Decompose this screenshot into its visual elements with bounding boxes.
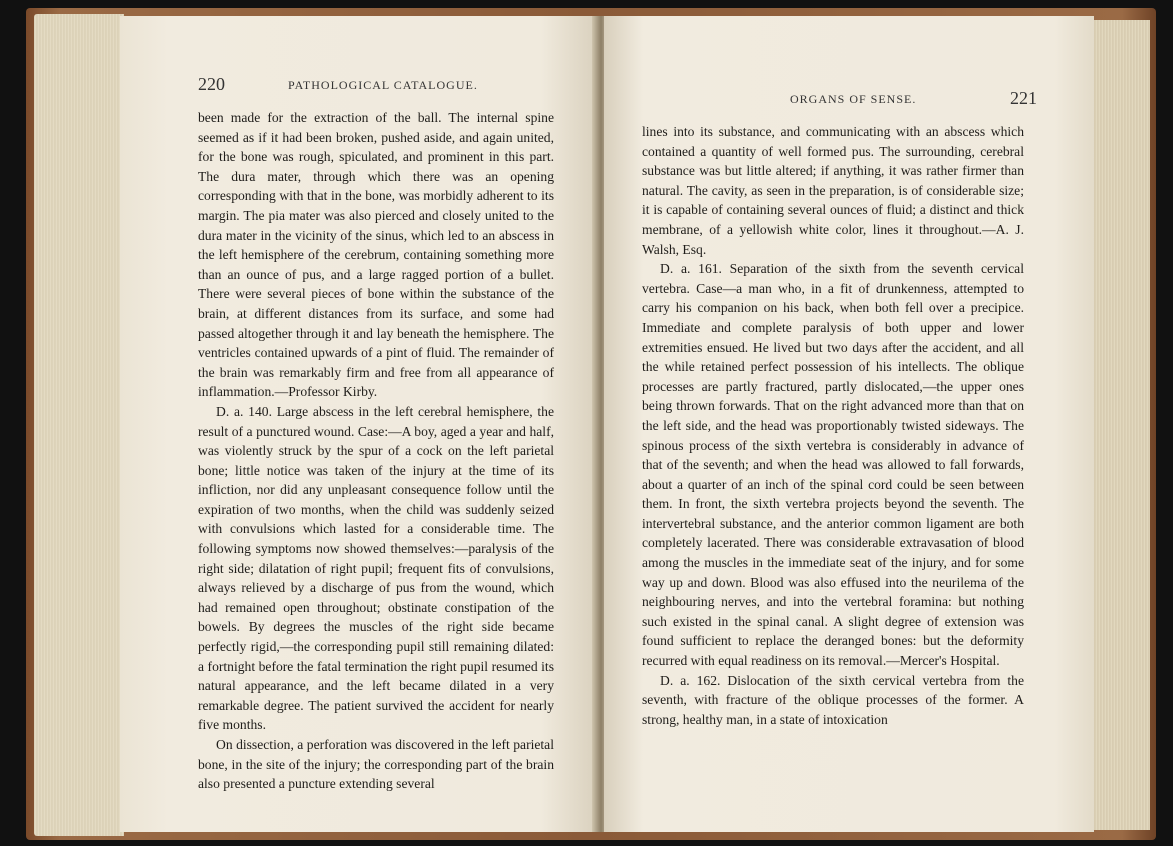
right-running-header: ORGANS OF SENSE. [790,92,917,106]
right-body [642,122,1024,729]
left-running-header: PATHOLOGICAL CATALOGUE. [288,78,478,92]
left-page-number: 220 [198,74,225,94]
left-paragraph-2: D. a. 140. Large abscess in the left cerebral hemisphere, the result of a punctured wound. Case:—A boy, aged a year and half, was violently struck by the spur of a cock on the left parietal bone; little notice was taken of the injury at the time of its infliction, nor did any unpleasant consequence follow until the expiration of two months, when the child was suddenly seized with convulsions which lasted for a considerable time. The following symptoms now showed themselves:—paralysis of the right side; dilatation of right pupil; frequent fits of convulsions, always relieved by a discharge of pus from the wound, which had remained open throughout; obstinate constipation of the bowels. By degrees the muscles of the right side became perfectly rigid,—the corresponding pupil still remaining dilated: a fortnight before the fatal termination the right pupil resumed its natural appearance, and the left became dilated in a very remarkable degree. The patient survived the accident for nearly five months. [198,403,554,733]
left-body [198,108,554,794]
left-paragraph-1: been made for the extraction of the ball. The internal spine seemed as if it had been broken, pushed aside, and again united, for the bone was rough, spiculated, and prominent in this part. The dura mater, through which there was an opening corresponding with that in the bone, was morbidly adherent to its margin. The pia mater was also pierced and closely united to the dura mater in the vicinity of the sinus, which led to an abscess in the left hemisphere of the cerebrum, containing something more than an ounce of pus, and a large ragged portion of a bullet. There were several pieces of bone within the substance of the brain, at different distances from its surface, and some had passed altogether through it and lay beneath the hemisphere. The ventricles contained upwards of a pint of fluid. The remainder of the brain was remarkably firm and free from all appearance of inflammation.—Professor Kirby. [198,110,554,400]
right-page [604,16,1094,832]
right-paragraph-1: lines into its substance, and communicating with an abscess which contained a quantity of well formed pus. The surrounding, cerebral substance was but little altered; if anything, it was rather firmer than natural. The cavity, as seen in the preparation, is of considerable size; it is capable of containing several ounces of fluid; a distinct and thick membrane, of a yellowish white color, lines it throughout.—A. J. Walsh, Esq. [642,124,1024,257]
right-paragraph-2: D. a. 161. Separation of the sixth from the seventh cervical vertebra. Case—a man who, in a fit of drunkenness, attempted to carry his companion on his back, when both fell over a precipice. Immediate and complete paralysis of both upper and lower extremities ensued. He lived but two days after the accident, and all the while retained perfect possession of his intellects. The oblique processes are partly fractured, partly dislocated,—the upper ones being thrown forwards. That on the right advanced more than that on the left side, and the head was proportionably twisted sideways. The spinous process of the sixth vertebra is considerably in advance of that of the seventh; and when the head was allowed to fall forwards, about a quarter of an inch of the spinal cord could be seen between them. In front, the sixth vertebra projects beyond the seventh. The intervertebral substance, and the anterior common ligament are both completely lacerated. There was considerable extravasation of blood among the muscles in the immediate seat of the injury, and for some way up and down. Blood was also effused into the neurilema of the neighbouring nerves, and into the vertebral foramina: but nothing such existed in the spinal canal. A slight degree of extension was found sufficient to replace the deranged bones: but the deformity recurred with equal readiness on its removal.—Mercer's Hospital. [642,261,1024,669]
left-paragraph-3: On dissection, a perforation was discovered in the left parietal bone, in the site of the injury; the corresponding part of the brain also presented a puncture extending several [198,737,554,792]
page-edges-right [1086,20,1150,830]
left-page [120,16,598,832]
right-page-number: 221 [1010,88,1037,108]
page-edges-left [34,14,124,836]
right-paragraph-3: D. a. 162. Dislocation of the sixth cervical vertebra from the seventh, with fracture of the oblique processes of the former. A strong, healthy man, in a state of intoxication [642,672,1024,727]
